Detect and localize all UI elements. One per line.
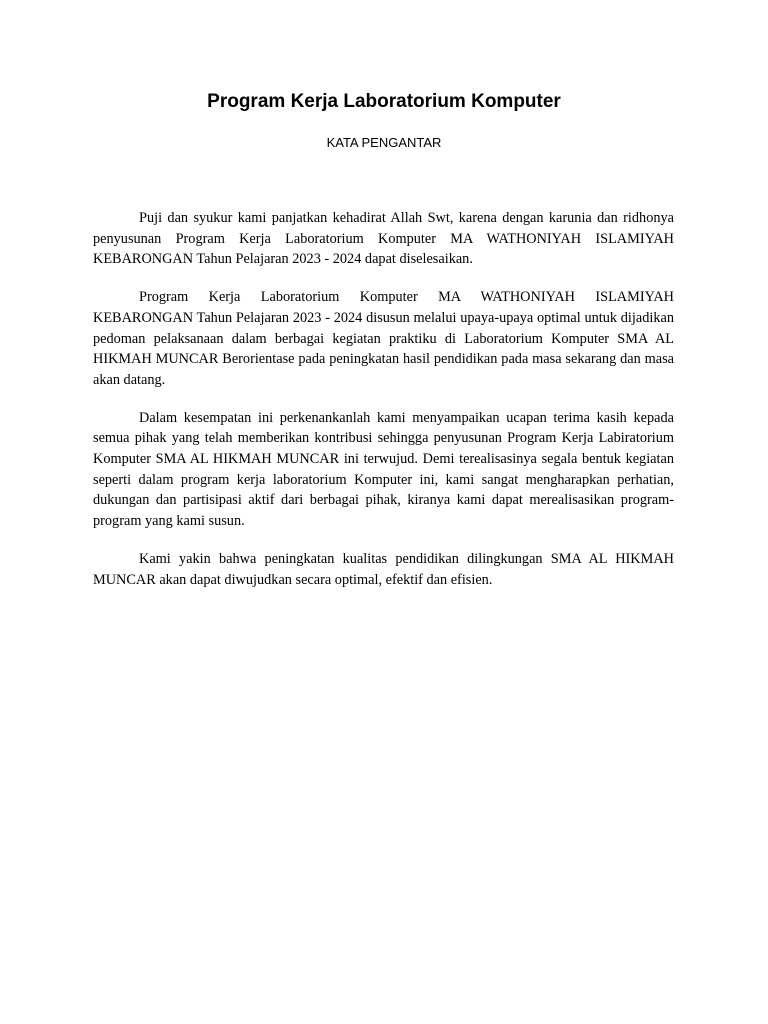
document-title: Program Kerja Laboratorium Komputer (207, 91, 561, 112)
document-body (93, 208, 674, 607)
paragraph-2: Program Kerja Laboratorium Komputer MA WATHONIYAH ISLAMIYAH KEBARONGAN Tahun Pelajaran 2023 - 2024 disusun melalui upaya-upaya optimal untuk dijadikan pedoman pelaksanaan dalam berbagai kegiatan praktiku di Laboratorium Komputer SMA AL HIKMAH MUNCAR Berorientase pada peningkatan hasil pendidikan pada masa sekarang dan masa akan datang. (93, 289, 674, 388)
paragraph-1: Puji dan syukur kami panjatkan kehadirat Allah Swt, karena dengan karunia dan ridhonya penyusunan Program Kerja Laboratorium Komputer MA WATHONIYAH ISLAMIYAH KEBARONGAN Tahun Pelajaran 2023 - 2024 dapat diselesaikan. (93, 210, 674, 268)
paragraph-4: Kami yakin bahwa peningkatan kualitas pendidikan dilingkungan SMA AL HIKMAH MUNCAR akan dapat diwujudkan secara optimal, efektif dan efisien. (93, 550, 674, 588)
section-heading: KATA PENGANTAR (326, 135, 442, 150)
paragraph-3: Dalam kesempatan ini perkenankanlah kami menyampaikan ucapan terima kasih kepada semua pihak yang telah memberikan kontribusi sehingga penyusunan Program Kerja Labiratorium Komputer SMA AL HIKMAH MUNCAR ini terwujud. Demi terealisasinya segala bentuk kegiatan seperti dalam program kerja laboratorium Komputer ini, kami sangat mengharapkan perhatian, dukungan dan partisipasi aktif dari berbagai pihak, kiranya kami dapat merealisasikan program-program yang kami susun. (93, 409, 674, 530)
